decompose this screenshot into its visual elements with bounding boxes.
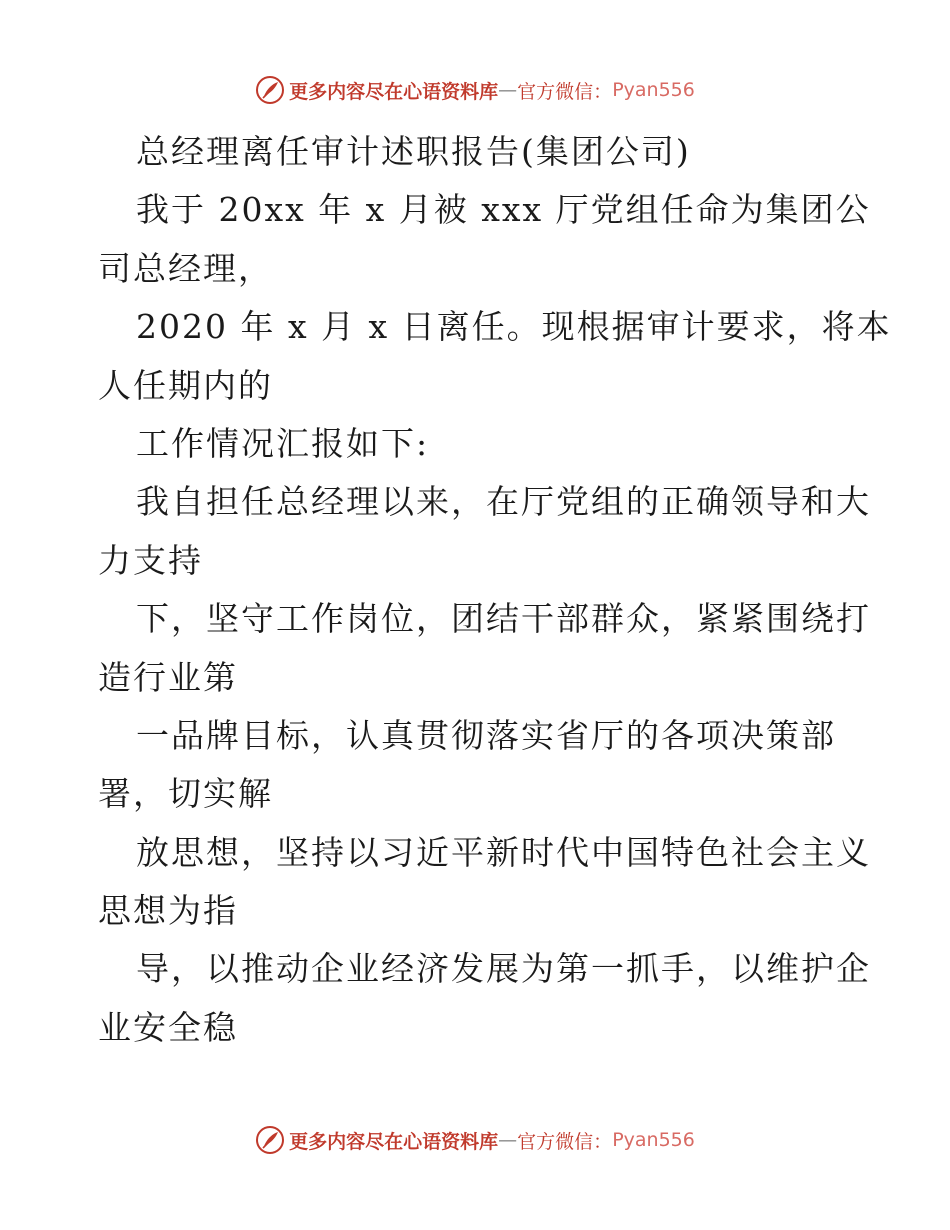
body-text-line: 下，坚守工作岗位，团结干部群众，紧紧围绕打 [136,599,871,639]
body-text-line: 司总经理， [98,248,273,288]
footer-banner [0,1120,950,1160]
feather-pen-logo-icon [255,75,285,105]
banner-wechat-handle: Pyan556 [612,1129,695,1151]
document-body [98,123,892,1057]
banner-wechat-label: 官方微信： [517,1130,613,1153]
body-text-line: 导，以推动企业经济发展为第一抓手，以维护企 [136,949,871,989]
banner-dash: — [498,79,518,101]
body-text-line: 2020 年 x 月 x 日离任。现根据审计要求，将本 [136,307,892,347]
body-text-line: 我自担任总经理以来，在厅党组的正确领导和大 [136,482,871,522]
banner-main-text: 更多内容尽在心语资料库 [289,80,499,103]
body-text-line: 业安全稳 [98,1007,238,1047]
body-text-line: 一品牌目标，认真贯彻落实省厅的各项决策部 [136,715,836,755]
body-text-line: 造行业第 [98,657,238,697]
body-text-line: 思想为指 [98,891,238,931]
banner-wechat-label: 官方微信： [517,80,613,103]
body-text-line: 力支持 [98,540,203,580]
body-text-line: 署，切实解 [98,774,273,814]
feather-pen-logo-icon [255,1125,285,1155]
body-text-line: 我于 20xx 年 x 月被 xxx 厅党组任命为集团公 [136,190,871,230]
banner-main-text: 更多内容尽在心语资料库 [289,1130,499,1153]
document-title: 总经理离任审计述职报告(集团公司) [136,132,691,171]
body-text-line: 工作情况汇报如下: [136,423,430,463]
banner-wechat-handle: Pyan556 [612,79,695,101]
header-banner [0,70,950,110]
body-text-line: 放思想，坚持以习近平新时代中国特色社会主义 [136,832,871,872]
banner-dash: — [498,1129,518,1151]
body-text-line: 人任期内的 [98,365,273,405]
